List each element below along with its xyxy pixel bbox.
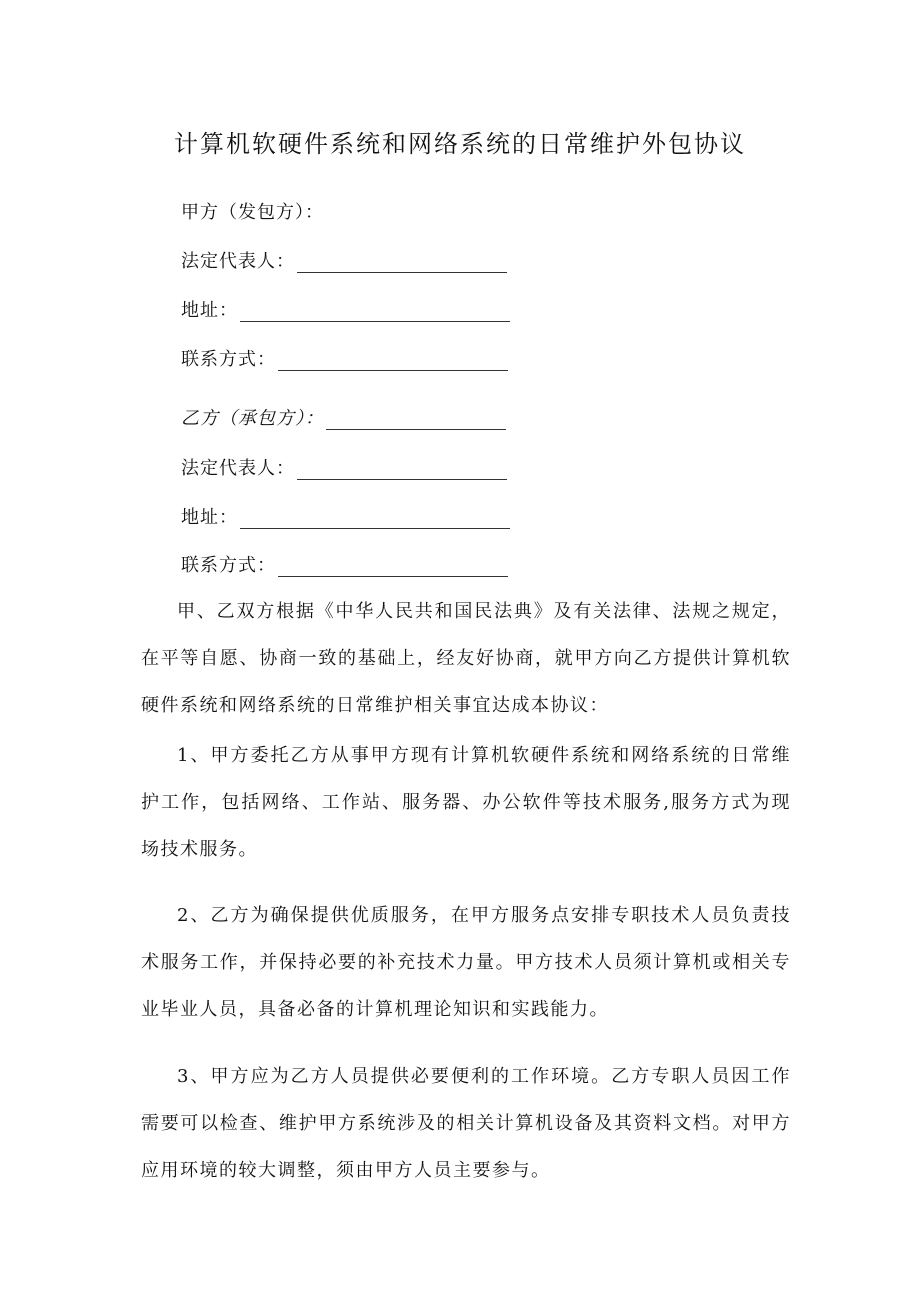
party-b-contact-label: 联系方式：: [181, 555, 276, 576]
party-a-heading-text: 甲方（发包方）：: [181, 202, 324, 223]
party-b-rep-label: 法定代表人：: [181, 458, 295, 479]
party-b-address-blank[interactable]: [240, 510, 510, 529]
party-b-rep-blank[interactable]: [297, 461, 507, 480]
party-b-rep-field: [181, 454, 507, 480]
clause-2: 2、乙方为确保提供优质服务，在甲方服务点安排专职技术人员负责技术服务工作，并保持必要的补充技术力量。甲方技术人员须计算机或相关专业毕业人员，具备必备的计算机理论知识和实践能力。: [141, 905, 791, 1020]
preamble-paragraph: 甲、乙双方根据《中华人民共和国民法典》及有关法律、法规之规定，在平等自愿、协商一致的基础上，经友好协商，就甲方向乙方提供计算机软硬件系统和网络系统的日常维护相关事宜达成本协议：: [141, 601, 791, 716]
party-a-contact-field: [181, 345, 508, 371]
party-b-contact-blank[interactable]: [278, 558, 508, 577]
party-a-rep-label: 法定代表人：: [181, 251, 295, 272]
party-b-heading-field: [181, 404, 506, 430]
party-a-rep-blank[interactable]: [297, 254, 507, 273]
clause-3: 3、甲方应为乙方人员提供必要便利的工作环境。乙方专职人员因工作需要可以检查、维护甲方系统涉及的相关计算机设备及其资料文档。对甲方应用环境的较大调整，须由甲方人员主要参与。: [141, 1066, 791, 1181]
party-b-address-field: [181, 503, 510, 529]
party-a-contact-blank[interactable]: [278, 352, 508, 371]
document-title: 计算机软硬件系统和网络系统的日常维护外包协议: [174, 130, 746, 158]
party-a-rep-field: [181, 247, 507, 273]
party-a-address-label: 地址：: [181, 300, 238, 321]
party-b-contact-field: [181, 551, 508, 577]
clause-1: 1、甲方委托乙方从事甲方现有计算机软硬件系统和网络系统的日常维护工作，包括网络、工作站、服务器、办公软件等技术服务,服务方式为现场技术服务。: [141, 745, 791, 860]
party-b-name-blank[interactable]: [326, 411, 506, 430]
party-b-heading-text: 乙方（承包方）：: [181, 408, 324, 429]
party-a-contact-label: 联系方式：: [181, 349, 276, 370]
party-a-address-blank[interactable]: [240, 303, 510, 322]
party-a-heading: [181, 198, 324, 224]
party-a-address-field: [181, 296, 510, 322]
party-b-address-label: 地址：: [181, 507, 238, 528]
